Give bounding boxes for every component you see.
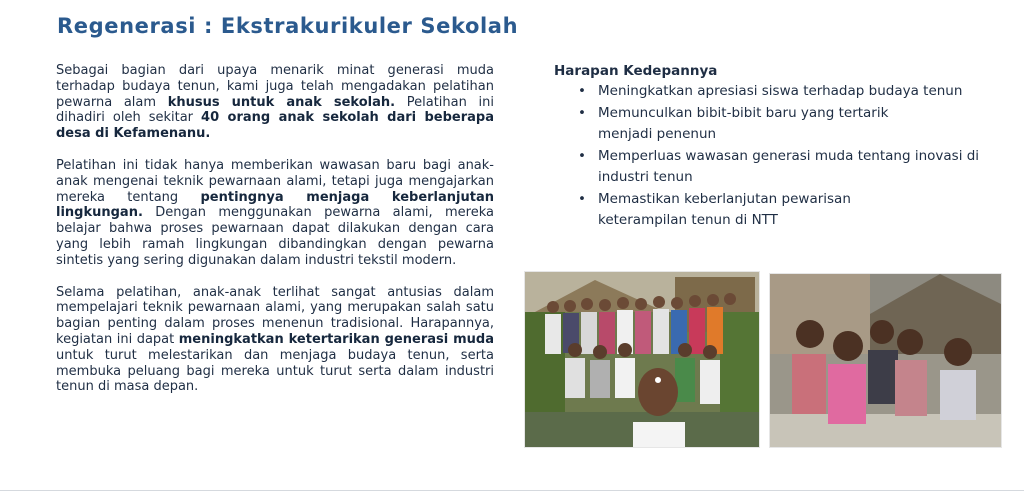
bold-text: pentingnya menjaga keberlanjutan lingkungan. (56, 189, 494, 221)
children-photo (769, 273, 1002, 448)
paragraph-text: Pelatihan ini dihadiri oleh sekitar (56, 94, 494, 126)
list-item (578, 146, 990, 188)
group-photo-image (525, 272, 759, 447)
bold-text: khusus untuk anak sekolah. (167, 94, 396, 110)
bullet-icon: • (578, 105, 586, 121)
list-item-text: Meningkatkan apresiasi siswa terhadap budaya tenun (598, 83, 963, 99)
paragraph-environment (56, 158, 494, 269)
list-item-text: Memperluas wawasan generasi muda tentang inovasi di industri tenun (598, 148, 980, 185)
hope-list (554, 81, 994, 231)
list-item-text: Memunculkan bibit-bibit baru yang tertarik menjadi penenun (598, 105, 889, 142)
bottom-divider (0, 490, 1024, 491)
hope-heading: Harapan Kedepannya (554, 63, 718, 79)
list-item (578, 103, 898, 145)
hope-section (554, 63, 994, 232)
paragraph-training-intro (56, 63, 494, 142)
paragraph-enthusiasm (56, 285, 494, 396)
paragraph-text: Sebagai bagian dari upaya menarik minat generasi muda terhadap budaya tenun, kami juga telah mengadakan pelatihan pewarna alam (56, 63, 494, 110)
bullet-icon: • (578, 148, 586, 164)
bullet-icon: • (578, 83, 586, 99)
children-photo-image (770, 274, 1001, 447)
list-item (578, 81, 994, 102)
bold-text: 40 orang anak sekolah dari beberapa desa di Kefamenanu. (56, 110, 494, 142)
paragraph-text: Dengan menggunakan pewarna alami, mereka belajar bahwa proses pewarnaan dapat dilakukan dengan cara yang lebih ramah lingkungan dibandingkan dengan pewarna sintetis yang sering digunakan dalam industri tekstil modern. (56, 205, 494, 268)
bold-text: meningkatkan ketertarikan generasi muda (178, 331, 494, 347)
list-item (578, 189, 888, 231)
paragraph-text: Selama pelatihan, anak-anak terlihat sangat antusias dalam mempelajari teknik pewarnaan alami, yang merupakan salah satu bagian penting dalam proses menenun tradisional. Harapannya, kegiatan ini dapat (56, 284, 494, 347)
list-item-text: Memastikan keberlanjutan pewarisan keterampilan tenun di NTT (598, 191, 851, 228)
paragraph-text: Pelatihan ini tidak hanya memberikan wawasan baru bagi anak-anak mengenai teknik pewarnaan alami, tetapi juga mengajarkan mereka tentang (56, 157, 494, 205)
bullet-icon: • (578, 191, 586, 207)
page-title: Regenerasi : Ekstrakurikuler Sekolah (57, 14, 519, 38)
paragraph-text: untuk turut melestarikan dan menjaga budaya tenun, serta membuka peluang bagi mereka untuk turut serta dalam industri tenun di masa depan. (56, 347, 494, 395)
body-text-column (56, 63, 494, 411)
group-photo-students (524, 271, 760, 448)
